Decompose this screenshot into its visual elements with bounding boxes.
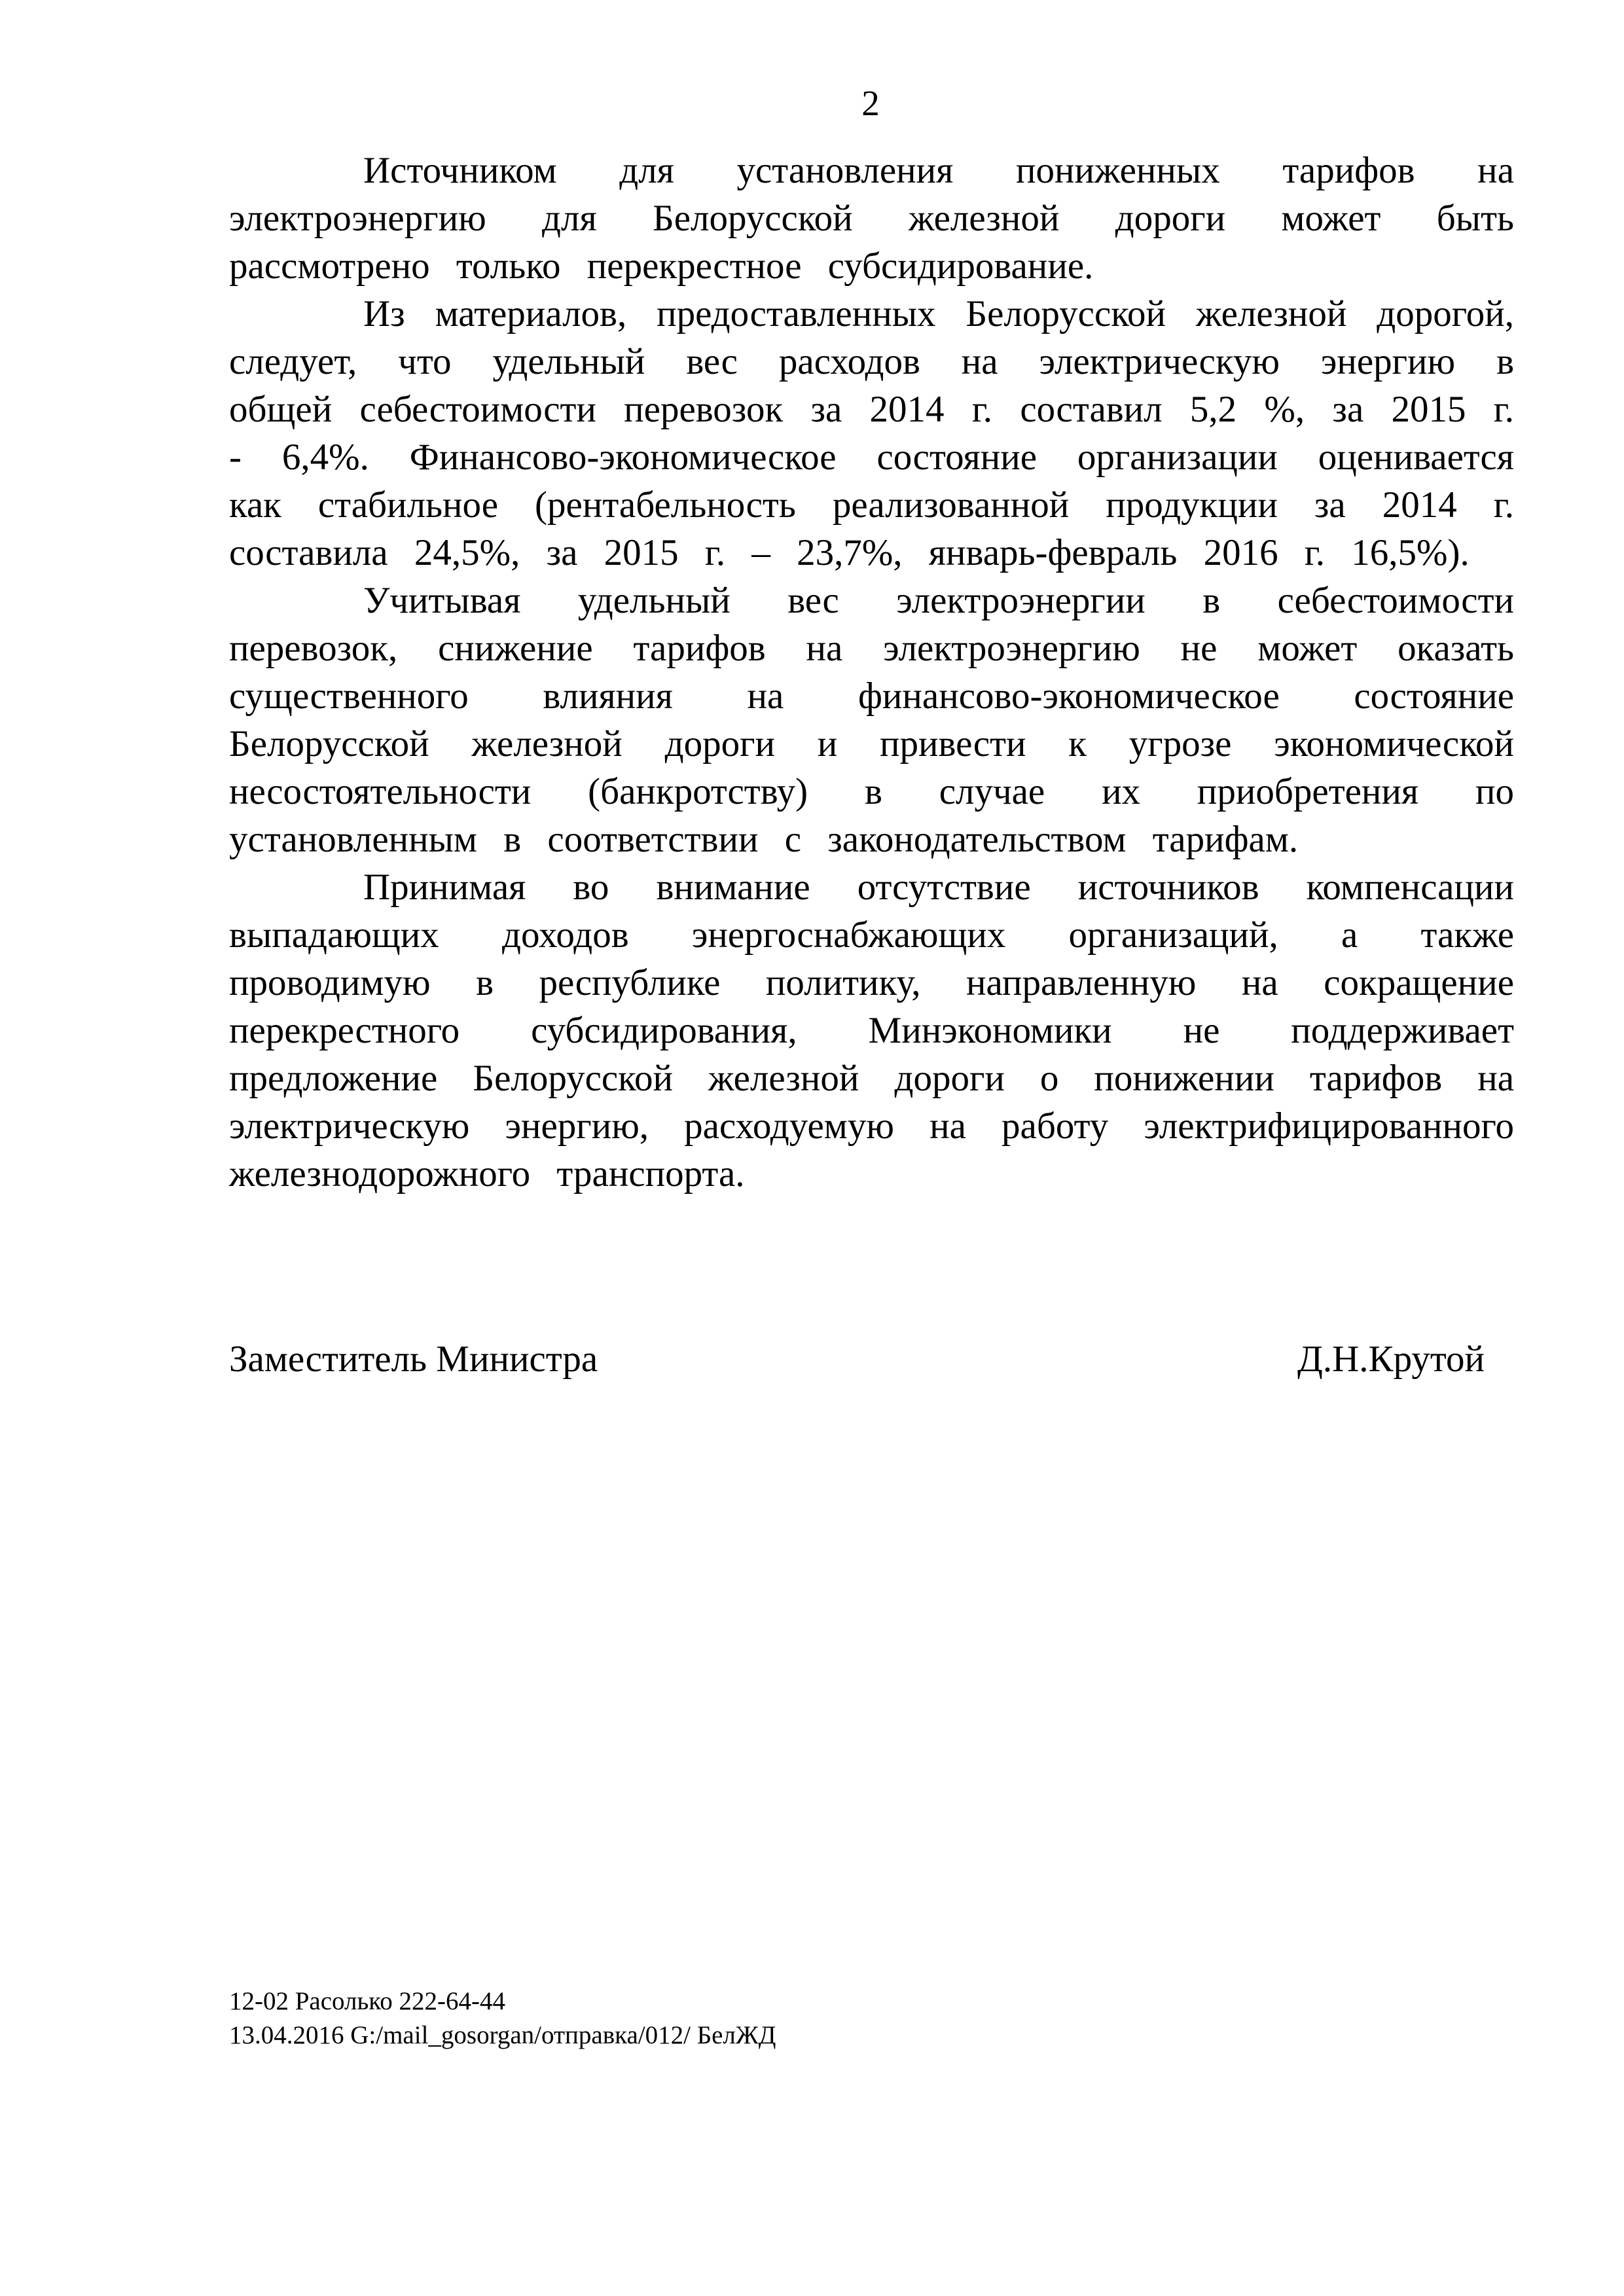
paragraph-railway-materials: Из материалов, предоставленных Белорусской железной дорогой, следует, что удельный вес расходов на электрическую энергию в общей себестоимости перевозок за 2014 г. составил 5,2 %, за 2015 г. - 6,4%. Финансово-экономическое состояние организации оценивается как стабильное (рентабельность реализованной продукции за 2014 г. составила 24,5%, за 2015 г. – 23,7%, январь-февраль 2016 г. 16,5%). bbox=[229, 293, 1514, 573]
page-number: 2 bbox=[861, 83, 880, 123]
paragraph-conclusion: Принимая во внимание отсутствие источников компенсации выпадающих доходов энергоснабжающих организаций, а также проводимую в республике политику, направленную на сокращение перекрестного субсидирования, Минэкономики не поддерживает предложение Белорусской железной дороги о понижении тарифов на электрическую энергию, расходуемую на работу электрифицированного железнодорожного транспорта. bbox=[229, 867, 1514, 1194]
footer bbox=[229, 1984, 1512, 2053]
footer-executor-line: 12-02 Расолько 222-64-44 bbox=[229, 1987, 505, 2015]
paragraph-impact-assessment: Учитывая удельный вес электроэнергии в себестоимости перевозок, снижение тарифов на электроэнергию не может оказать существенного влияния на финансово-экономическое состояние Белорусской железной дороги и привести к угрозе экономической несостоятельности (банкротству) в случае их приобретения по установленным в соответствии с законодательством тарифам. bbox=[229, 580, 1514, 860]
signature-row bbox=[229, 1335, 1485, 1383]
footer-file-path-line: 13.04.2016 G:/mail_gosorgan/отправка/012/ БелЖД bbox=[229, 2021, 776, 2049]
signatory-name: Д.Н.Крутой bbox=[1297, 1338, 1485, 1380]
signatory-title: Заместитель Министра bbox=[229, 1338, 598, 1380]
letter-body bbox=[229, 147, 1514, 1198]
paragraph-source-of-tariffs: Источником для установления пониженных тарифов на электроэнергию для Белорусской железной дороги может быть рассмотрено только перекрестное субсидирование. bbox=[229, 150, 1514, 287]
